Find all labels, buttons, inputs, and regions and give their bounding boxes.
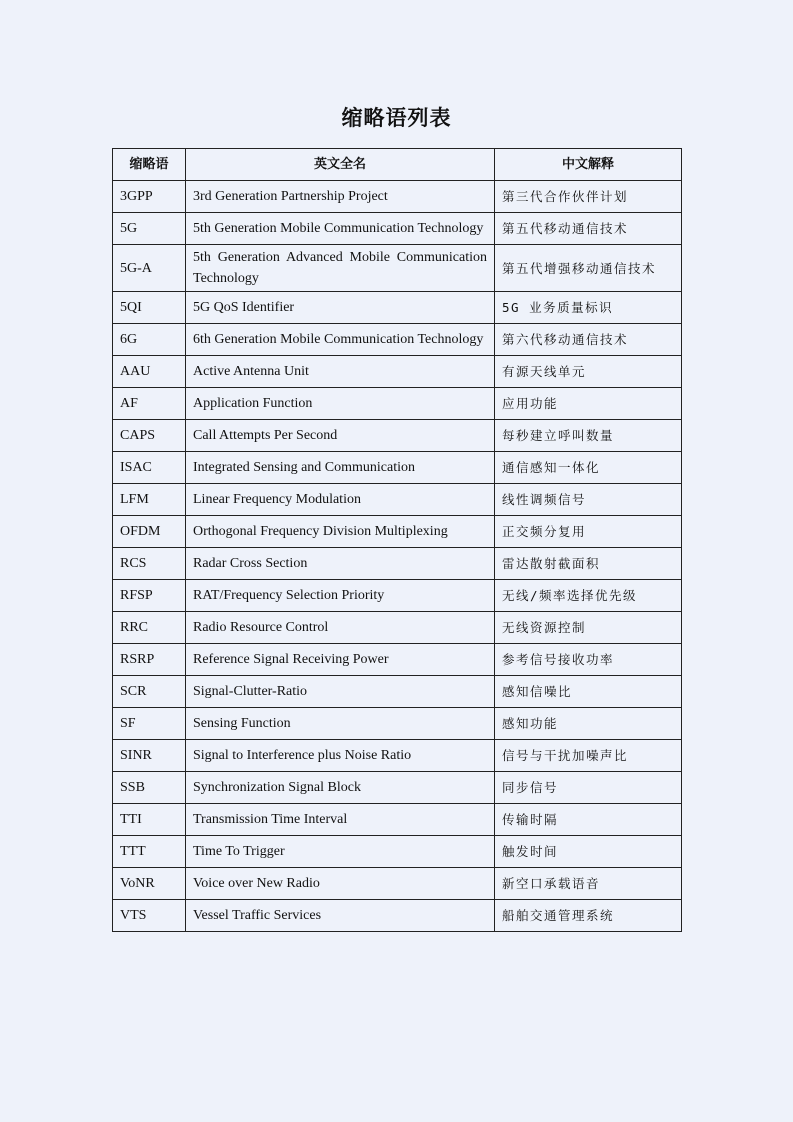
table-row <box>113 580 682 612</box>
chinese-explanation-cell: 信号与干扰加噪声比 <box>495 740 682 772</box>
english-name-cell: Integrated Sensing and Communication <box>186 452 495 484</box>
abbreviation-table <box>112 148 682 932</box>
table-row <box>113 452 682 484</box>
chinese-explanation-cell: 无线/频率选择优先级 <box>495 580 682 612</box>
english-name-cell: 5th Generation Mobile Communication Technology <box>186 213 495 245</box>
abbreviation-cell: SSB <box>113 772 186 804</box>
abbreviation-cell: OFDM <box>113 516 186 548</box>
english-name-cell: Sensing Function <box>186 708 495 740</box>
chinese-explanation-cell: 船舶交通管理系统 <box>495 900 682 932</box>
table-row <box>113 213 682 245</box>
english-name-cell: Signal-Clutter-Ratio <box>186 676 495 708</box>
english-name-cell: Active Antenna Unit <box>186 356 495 388</box>
table-row <box>113 644 682 676</box>
english-name-cell: 6th Generation Mobile Communication Technology <box>186 324 495 356</box>
chinese-explanation-cell: 雷达散射截面积 <box>495 548 682 580</box>
english-name-cell: Synchronization Signal Block <box>186 772 495 804</box>
table-row <box>113 356 682 388</box>
chinese-explanation-cell: 正交频分复用 <box>495 516 682 548</box>
table-row <box>113 292 682 324</box>
abbreviation-cell: CAPS <box>113 420 186 452</box>
chinese-explanation-cell: 感知功能 <box>495 708 682 740</box>
english-name-cell: Linear Frequency Modulation <box>186 484 495 516</box>
table-row <box>113 388 682 420</box>
abbreviation-cell: RFSP <box>113 580 186 612</box>
english-name-cell: Voice over New Radio <box>186 868 495 900</box>
table-row <box>113 181 682 213</box>
table-row <box>113 772 682 804</box>
english-name-cell: 3rd Generation Partnership Project <box>186 181 495 213</box>
table-row <box>113 804 682 836</box>
chinese-explanation-cell: 第五代移动通信技术 <box>495 213 682 245</box>
abbreviation-cell: RSRP <box>113 644 186 676</box>
chinese-explanation-cell: 第三代合作伙伴计划 <box>495 181 682 213</box>
chinese-explanation-cell: 参考信号接收功率 <box>495 644 682 676</box>
table-row <box>113 740 682 772</box>
table-row <box>113 516 682 548</box>
english-name-cell: Orthogonal Frequency Division Multiplexing <box>186 516 495 548</box>
english-name-cell: RAT/Frequency Selection Priority <box>186 580 495 612</box>
abbreviation-cell: 5QI <box>113 292 186 324</box>
header-chinese-explanation: 中文解释 <box>495 149 682 181</box>
table-row <box>113 420 682 452</box>
abbreviation-cell: VTS <box>113 900 186 932</box>
english-name-cell: Vessel Traffic Services <box>186 900 495 932</box>
english-name-cell: Time To Trigger <box>186 836 495 868</box>
abbreviation-cell: SCR <box>113 676 186 708</box>
table-row <box>113 548 682 580</box>
table-row <box>113 324 682 356</box>
page-title: 缩略语列表 <box>341 105 452 130</box>
chinese-explanation-cell: 感知信噪比 <box>495 676 682 708</box>
chinese-explanation-cell: 触发时间 <box>495 836 682 868</box>
chinese-explanation-cell: 无线资源控制 <box>495 612 682 644</box>
abbreviation-cell: AF <box>113 388 186 420</box>
chinese-explanation-cell: 每秒建立呼叫数量 <box>495 420 682 452</box>
abbreviation-cell: 3GPP <box>113 181 186 213</box>
chinese-explanation-cell: 新空口承载语音 <box>495 868 682 900</box>
abbreviation-cell: TTT <box>113 836 186 868</box>
english-name-cell: Application Function <box>186 388 495 420</box>
table-row <box>113 900 682 932</box>
chinese-explanation-cell: 通信感知一体化 <box>495 452 682 484</box>
chinese-explanation-cell: 第六代移动通信技术 <box>495 324 682 356</box>
english-name-cell: Transmission Time Interval <box>186 804 495 836</box>
abbreviation-cell: 5G <box>113 213 186 245</box>
abbreviation-cell: LFM <box>113 484 186 516</box>
table-row <box>113 708 682 740</box>
english-name-cell: Call Attempts Per Second <box>186 420 495 452</box>
chinese-explanation-cell: 有源天线单元 <box>495 356 682 388</box>
english-name-cell: Radar Cross Section <box>186 548 495 580</box>
chinese-explanation-cell: 同步信号 <box>495 772 682 804</box>
chinese-explanation-cell: 线性调频信号 <box>495 484 682 516</box>
table-row <box>113 868 682 900</box>
table-row <box>113 484 682 516</box>
english-name-cell: Radio Resource Control <box>186 612 495 644</box>
abbreviation-cell: VoNR <box>113 868 186 900</box>
chinese-explanation-cell: 应用功能 <box>495 388 682 420</box>
english-name-cell: Reference Signal Receiving Power <box>186 644 495 676</box>
header-abbreviation: 缩略语 <box>113 149 186 181</box>
abbreviation-cell: TTI <box>113 804 186 836</box>
english-name-cell: Signal to Interference plus Noise Ratio <box>186 740 495 772</box>
table-row <box>113 836 682 868</box>
abbreviation-cell: RRC <box>113 612 186 644</box>
header-english-name: 英文全名 <box>186 149 495 181</box>
abbreviation-cell: RCS <box>113 548 186 580</box>
chinese-explanation-cell: 第五代增强移动通信技术 <box>495 245 682 292</box>
table-header-row <box>113 149 682 181</box>
table-row <box>113 612 682 644</box>
abbreviation-cell: SF <box>113 708 186 740</box>
abbreviation-cell: 5G-A <box>113 245 186 292</box>
chinese-explanation-cell: 传输时隔 <box>495 804 682 836</box>
abbreviation-cell: ISAC <box>113 452 186 484</box>
abbreviation-cell: 6G <box>113 324 186 356</box>
english-name-cell: 5G QoS Identifier <box>186 292 495 324</box>
chinese-explanation-cell: 5G 业务质量标识 <box>495 292 682 324</box>
abbreviation-cell: SINR <box>113 740 186 772</box>
abbreviation-cell: AAU <box>113 356 186 388</box>
table-row <box>113 245 682 292</box>
table-row <box>113 676 682 708</box>
english-name-cell: 5th Generation Advanced Mobile Communication Technology <box>186 245 495 292</box>
